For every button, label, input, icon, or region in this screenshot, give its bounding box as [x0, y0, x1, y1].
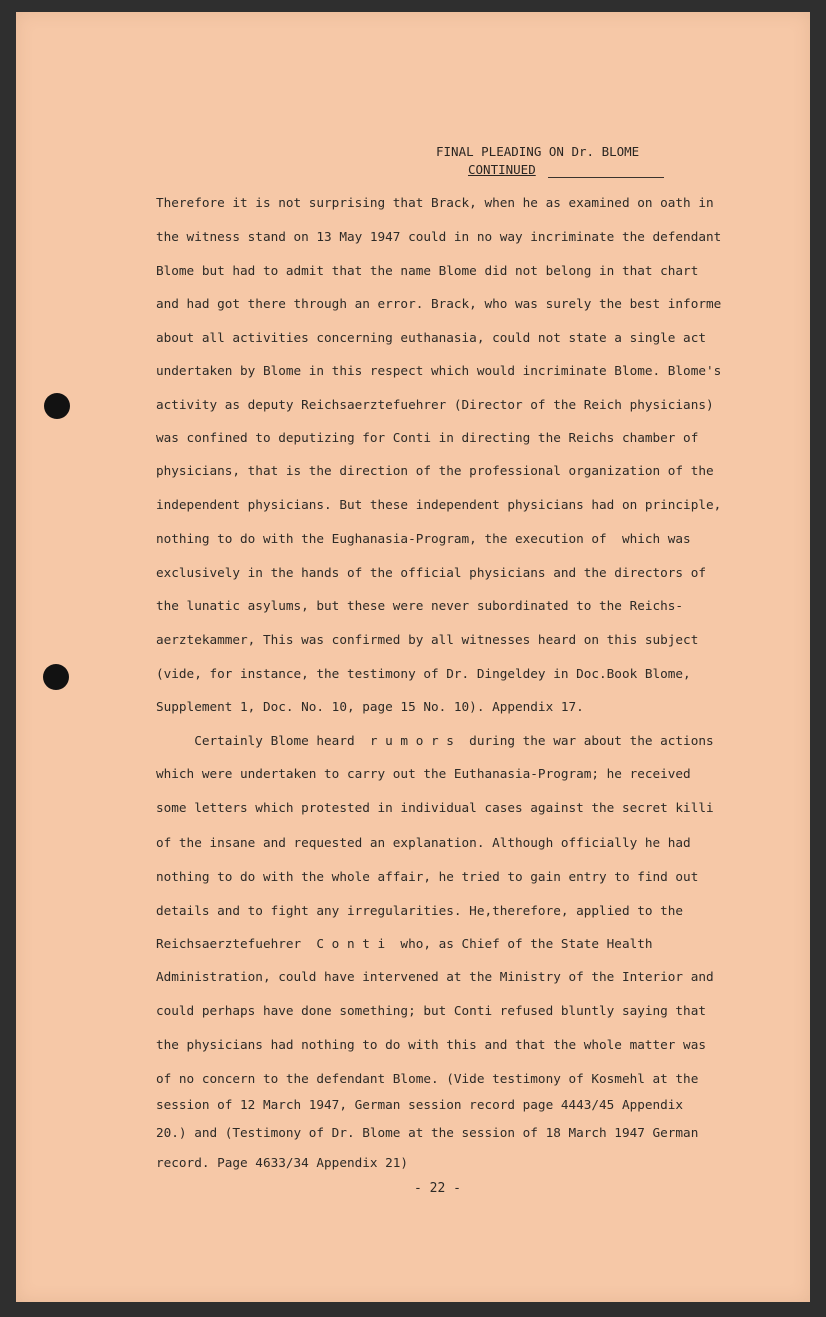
text-line: some letters which protested in individual cases against the secret killi — [156, 800, 714, 815]
text-line: Administration, could have intervened at the Ministry of the Interior and — [156, 969, 714, 984]
text-line: nothing to do with the Eughanasia-Program, the execution of which was — [156, 531, 691, 546]
text-line: the lunatic asylums, but these were never subordinated to the Reichs- — [156, 598, 684, 613]
text-line: was confined to deputizing for Conti in directing the Reichs chamber of — [156, 430, 699, 445]
text-line: Blome but had to admit that the name Blome did not belong in that chart — [156, 263, 699, 278]
punch-hole — [44, 393, 70, 419]
text-line: the physicians had nothing to do with this and that the whole matter was — [156, 1037, 706, 1052]
document-subtitle: CONTINUED — [468, 162, 536, 177]
text-line: 20.) and (Testimony of Dr. Blome at the session of 18 March 1947 German — [156, 1125, 699, 1140]
text-line: the witness stand on 13 May 1947 could in no way incriminate the defendant — [156, 229, 722, 244]
document-title: FINAL PLEADING ON Dr. BLOME — [436, 144, 640, 159]
text-line: independent physicians. But these independent physicians had on principle, — [156, 497, 722, 512]
text-line: and had got there through an error. Brack, who was surely the best informe — [156, 296, 722, 311]
text-line: undertaken by Blome in this respect which would incriminate Blome. Blome's — [156, 363, 722, 378]
text-line: aerztekammer, This was confirmed by all witnesses heard on this subject — [156, 632, 699, 647]
text-line: Reichsaerztefuehrer C o n t i who, as Chief of the State Health — [156, 936, 653, 951]
text-line: of the insane and requested an explanation. Although officially he had — [156, 835, 691, 850]
text-line: physicians, that is the direction of the professional organization of the — [156, 463, 714, 478]
text-line: session of 12 March 1947, German session record page 4443/45 Appendix — [156, 1097, 684, 1112]
text-line: about all activities concerning euthanasia, could not state a single act — [156, 330, 706, 345]
text-line: details and to fight any irregularities. He,therefore, applied to the — [156, 903, 684, 918]
text-line: Supplement 1, Doc. No. 10, page 15 No. 10). Appendix 17. — [156, 699, 584, 714]
text-line: nothing to do with the whole affair, he tried to gain entry to find out — [156, 869, 699, 884]
text-line: activity as deputy Reichsaerztefuehrer (Director of the Reich physicians) — [156, 397, 714, 412]
text-line: record. Page 4633/34 Appendix 21) — [156, 1155, 409, 1170]
text-line: Certainly Blome heard r u m o r s during the war about the actions — [156, 733, 714, 748]
page-number: - 22 - — [414, 1181, 461, 1196]
text-line: which were undertaken to carry out the Euthanasia-Program; he received — [156, 766, 691, 781]
text-line: could perhaps have done something; but Conti refused bluntly saying that — [156, 1003, 706, 1018]
text-line: of no concern to the defendant Blome. (Vide testimony of Kosmehl at the — [156, 1071, 699, 1086]
text-line: Therefore it is not surprising that Brack, when he as examined on oath in — [156, 195, 714, 210]
text-line: exclusively in the hands of the official physicians and the directors of — [156, 565, 706, 580]
text-line: (vide, for instance, the testimony of Dr. Dingeldey in Doc.Book Blome, — [156, 666, 691, 681]
title-underline — [548, 177, 664, 178]
punch-hole — [43, 664, 69, 690]
